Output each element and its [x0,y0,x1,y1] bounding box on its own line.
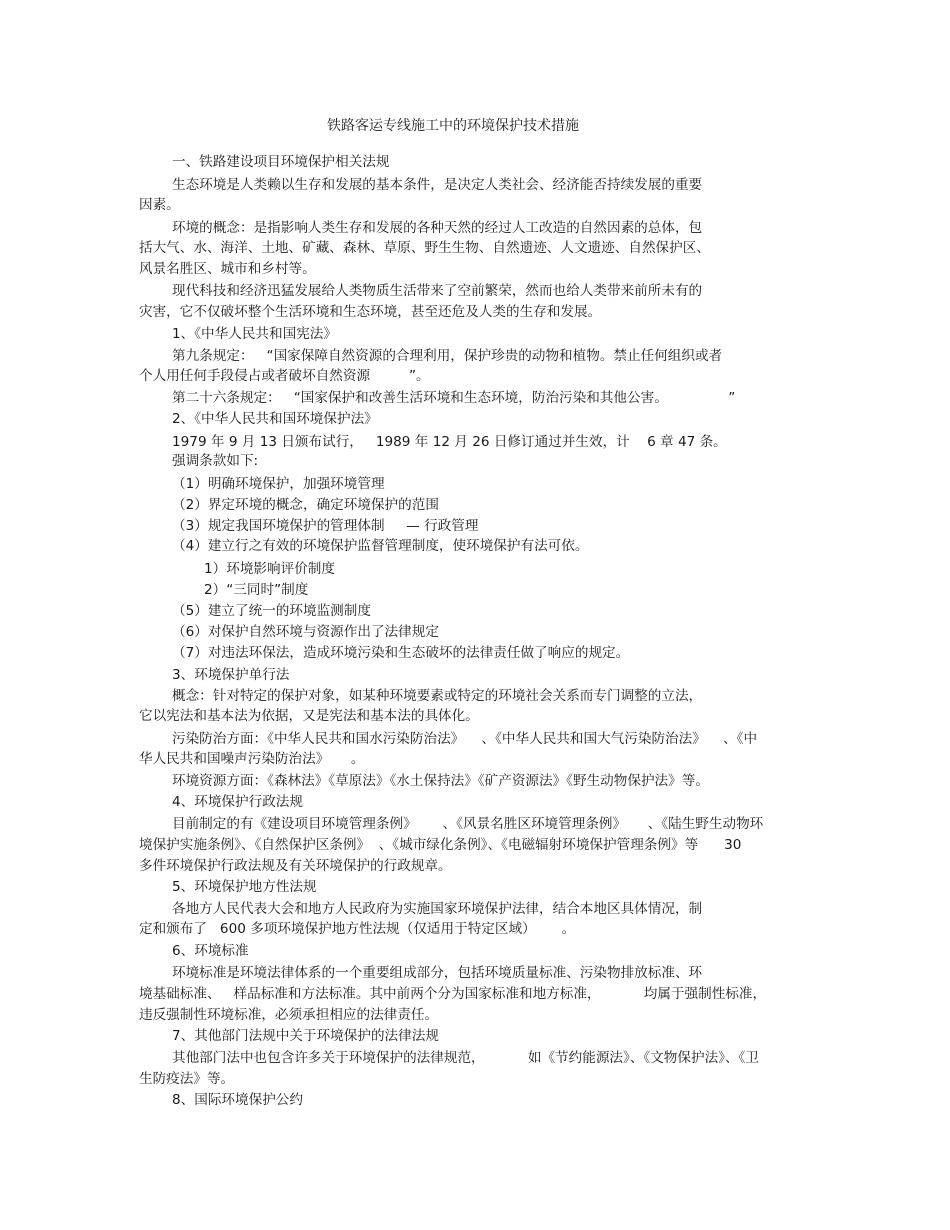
body-line: 多件环境保护行政法规及有关环境保护的行政规章。 [139,858,452,874]
body-line: 现代科技和经济迅猛发展给人类物质生活带来了空前繁荣，然而也给人类带来前所未有的 [172,283,703,299]
list-item: （6）对保护自然环境与资源作出了法律规定 [172,624,439,640]
body-line: 定和颁布了 600 多项环境保护地方性法规（仅适用于特定区域） 。 [139,921,576,937]
body-line: 目前制定的有《建设项目环境管理条例》 、《风景名胜区环境管理条例》 、《陆生野生动物环 [172,816,764,832]
body-line: 它以宪法和基本法为依据，又是宪法和基本法的具体化。 [139,708,479,724]
body-line: 境基础标准、 样品标准和方法标准。其中前两个分为国家标准和地方标准， 均属于强制性标准， [139,986,767,1002]
body-line: 境保护实施条例》、《自然保护区条例》 、《城市绿化条例》、《电磁辐射环境保护管理条例》等 30 [139,837,742,853]
section-heading: 7、其他部门法规中关于环境保护的法律法规 [172,1028,439,1044]
body-line: 生防疫法》等。 [139,1071,235,1087]
list-item: （3）规定我国环境保护的管理体制 — 行政管理 [172,518,479,534]
body-line: 第二十六条规定： “国家保护和改善生活环境和生态环境，防治污染和其他公害。 ” [172,390,736,406]
body-line: 各地方人民代表大会和地方人民政府为实施国家环境保护法律，结合本地区具体情况，制 [172,901,703,917]
section-heading: 3、环境保护单行法 [172,667,290,683]
section-heading: 6、环境标准 [172,943,249,959]
body-line: 违反强制性环境标准，必须承担相应的法律责任。 [139,1007,439,1023]
body-line: 生态环境是人类赖以生存和发展的基本条件，是决定人类社会、经济能否持续发展的重要 [172,177,703,193]
section-heading: 8、国际环境保护公约 [172,1092,303,1108]
body-line: 环境标准是环境法律体系的一个重要组成部分，包括环境质量标准、污染物排放标准、环 [172,965,703,981]
body-line: 括大气、水、海洋、土地、矿藏、森林、草原、野生生物、自然遗迹、人文遗迹、自然保护区、 [139,240,710,256]
page-title: 铁路客运专线施工中的环境保护技术措施 [327,118,579,134]
section-heading: 5、环境保护地方性法规 [172,879,317,895]
body-line: 1979 年 9 月 13 日颁布试行， 1989 年 12 月 26 日修订通过并生效，计 6 章 47 条。 [172,434,727,450]
body-line: 强调条款如下: [172,453,259,469]
body-line: 第九条规定： “国家保障自然资源的合理利用，保护珍贵的动物和植物。禁止任何组织或者 [172,348,723,364]
body-line: 其他部门法中也包含许多关于环境保护的法律规范， 如《节约能源法》、《文物保护法》、《卫 [172,1050,759,1066]
body-line: 环境的概念：是指影响人类生存和发展的各种天然的经过人工改造的自然因素的总体，包 [172,220,703,236]
body-line: 灾害，它不仅破坏整个生活环境和生态环境，甚至还危及人类的生存和发展。 [139,304,602,320]
section-heading: 2、《中华人民共和国环境保护法》 [172,411,378,427]
list-item: （1）明确环境保护，加强环境管理 [172,476,385,492]
list-item: （7）对违法环保法，造成环境污染和生态破坏的法律责任做了响应的规定。 [172,645,630,661]
section-heading: 一、铁路建设项目环境保护相关法规 [172,154,390,170]
list-item: （2）界定环境的概念，确定环境保护的范围 [172,497,439,513]
body-line: 污染防治方面：《中华人民共和国水污染防治法》 、《中华人民共和国大气污染防治法》 、《中 [172,731,758,747]
body-line: 环境资源方面：《森林法》《草原法》《水土保持法》《矿产资源法》《野生动物保护法》等。 [172,773,709,789]
body-line: 因素。 [139,197,180,213]
body-line: 华人民共和国噪声污染防治法》 。 [139,751,365,767]
body-line: 个人用任何手段侵占或者破坏自然资源 ”。 [139,368,430,384]
body-line: 概念：针对特定的保护对象，如某种环境要素或特定的环境社会关系而专门调整的立法， [172,688,703,704]
sub-list-item: 2）“三同时”制度 [204,582,309,598]
list-item: （5）建立了统一的环境监测制度 [172,603,371,619]
list-item: （4）建立行之有效的环境保护监督管理制度，使环境保护有法可依。 [172,538,589,554]
section-heading: 4、环境保护行政法规 [172,794,303,810]
section-heading: 1、《中华人民共和国宪法》 [172,326,337,342]
body-line: 风景名胜区、城市和乡村等。 [139,261,316,277]
sub-list-item: 1）环境影响评价制度 [204,561,335,577]
